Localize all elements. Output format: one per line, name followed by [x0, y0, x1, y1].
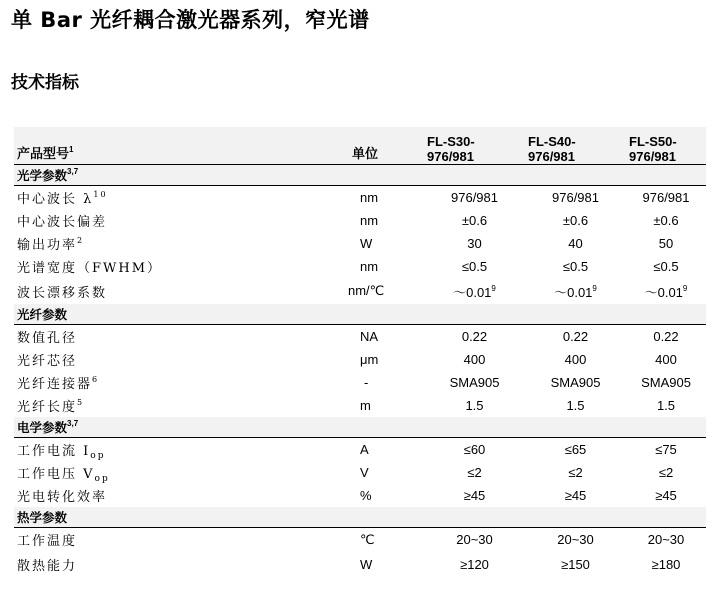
table-row [14, 371, 706, 394]
param-name: 波长漂移系数 [17, 285, 108, 301]
unit-header: 单位 [323, 127, 424, 165]
param-value: 50 [658, 236, 674, 251]
param-value: ≤0.5 [562, 259, 589, 274]
param-name: 光电转化效率 [17, 490, 108, 505]
param-unit: A [360, 442, 369, 457]
param-value: ±0.6 [461, 213, 488, 228]
param-value: 976/981 [552, 190, 599, 205]
table-row [14, 325, 706, 349]
param-value: ≥45 [564, 488, 587, 503]
param-value: ～0.01$^9$ [453, 283, 496, 300]
param-value: ～0.01$^9$ [644, 283, 688, 300]
param-value: 1.5 [656, 398, 676, 413]
param-value: 20~30 [647, 532, 685, 547]
table-row [14, 461, 706, 484]
param-header: 产品型号$^1$ [14, 127, 323, 165]
param-value: 0.22 [653, 329, 679, 344]
group-fiber [14, 304, 706, 325]
param-unit: V [360, 465, 369, 480]
param-name: 工作电流 $I_{op}$ [17, 444, 106, 461]
param-value: ≤0.5 [653, 259, 679, 274]
param-value: ≤75 [655, 442, 677, 457]
param-name: 输出功率$^2$ [17, 236, 85, 253]
param-unit: nm/℃ [348, 283, 385, 298]
param-value: ≤2 [568, 465, 583, 480]
param-value: 20~30 [456, 532, 493, 547]
param-value: ±0.6 [653, 213, 679, 228]
param-value: ≤60 [463, 442, 486, 457]
param-name: 中心波长 $\lambda^{10}$ [17, 190, 108, 207]
param-value: 0.22 [562, 329, 589, 344]
param-value: SMA905 [550, 375, 601, 390]
table-row [14, 438, 706, 462]
param-value: ≥45 [655, 488, 677, 503]
param-name: 工作电压 $V_{op}$ [17, 467, 110, 484]
param-value: ≤65 [564, 442, 587, 457]
param-value: ≤2 [658, 465, 674, 480]
param-name: 光纤芯径 [17, 354, 78, 369]
table-row [14, 209, 706, 232]
param-value: 光纤参数 [14, 304, 706, 325]
param-value: ≥120 [460, 556, 489, 572]
param-name: 工作温度 [17, 534, 78, 549]
param-value: 976/981 [642, 190, 690, 205]
param-value: ±0.6 [562, 213, 589, 228]
param-unit: - [364, 375, 369, 390]
param-name: 散热能力 [17, 558, 78, 574]
param-value: ≥150 [561, 556, 590, 572]
param-value: 电学参数$^{3,7}$ [14, 417, 706, 438]
param-value: SMA905 [449, 375, 500, 390]
param-value: ≥45 [463, 488, 486, 503]
param-unit: ℃ [360, 531, 375, 547]
param-value: 400 [564, 352, 587, 367]
param-value: 20~30 [557, 532, 594, 547]
param-value: 30 [467, 236, 482, 251]
param-value: 400 [463, 352, 486, 367]
param-value: 976/981 [451, 190, 498, 205]
param-name: 光谱宽度（FWHM） [17, 261, 163, 276]
param-value: ～0.01$^9$ [554, 283, 597, 300]
param-value: 400 [655, 352, 677, 367]
table-row [14, 186, 706, 210]
table-row [14, 348, 706, 371]
param-name: 数值孔径 [17, 331, 78, 346]
table-row [14, 528, 706, 552]
section-title: 技术指标 [11, 73, 79, 93]
group-optical [14, 165, 706, 186]
param-unit: nm [360, 259, 379, 274]
param-unit: nm [360, 190, 379, 205]
param-unit: % [360, 488, 372, 503]
group-thermal [14, 507, 706, 528]
param-value: 光学参数$^{3,7}$ [14, 165, 706, 186]
param-name: 光纤连接器$^6$ [17, 375, 100, 392]
param-value: 热学参数 [14, 507, 706, 528]
table-header [14, 127, 706, 165]
spec-table [14, 127, 706, 577]
param-value: SMA905 [641, 375, 691, 390]
param-value: ≤2 [467, 465, 482, 480]
param-unit: nm [360, 213, 379, 228]
table-row [14, 394, 706, 417]
param-unit: NA [360, 329, 379, 344]
model-header-s50: FL-S50- 976/981 [626, 127, 706, 165]
param-value: 40 [568, 236, 583, 251]
table-row [14, 278, 706, 304]
param-unit: W [360, 556, 373, 572]
table-row [14, 551, 706, 577]
table-row [14, 255, 706, 278]
param-value: 1.5 [465, 398, 484, 413]
param-unit: W [360, 236, 373, 251]
param-name: 中心波长偏差 [17, 215, 108, 230]
param-value: 1.5 [566, 398, 585, 413]
param-value: 0.22 [461, 329, 488, 344]
param-value: ≥180 [651, 556, 681, 572]
param-name: 光纤长度$^5$ [17, 398, 85, 415]
table-row [14, 232, 706, 255]
param-value: ≤0.5 [461, 259, 488, 274]
model-header-s40: FL-S40- 976/981 [525, 127, 626, 165]
table-row [14, 484, 706, 507]
group-electrical [14, 417, 706, 438]
param-unit: m [360, 398, 371, 413]
model-header-s30: FL-S30- 976/981 [424, 127, 525, 165]
param-unit: μm [360, 352, 379, 367]
page-title: 单 Bar 光纤耦合激光器系列，窄光谱 [11, 8, 370, 32]
